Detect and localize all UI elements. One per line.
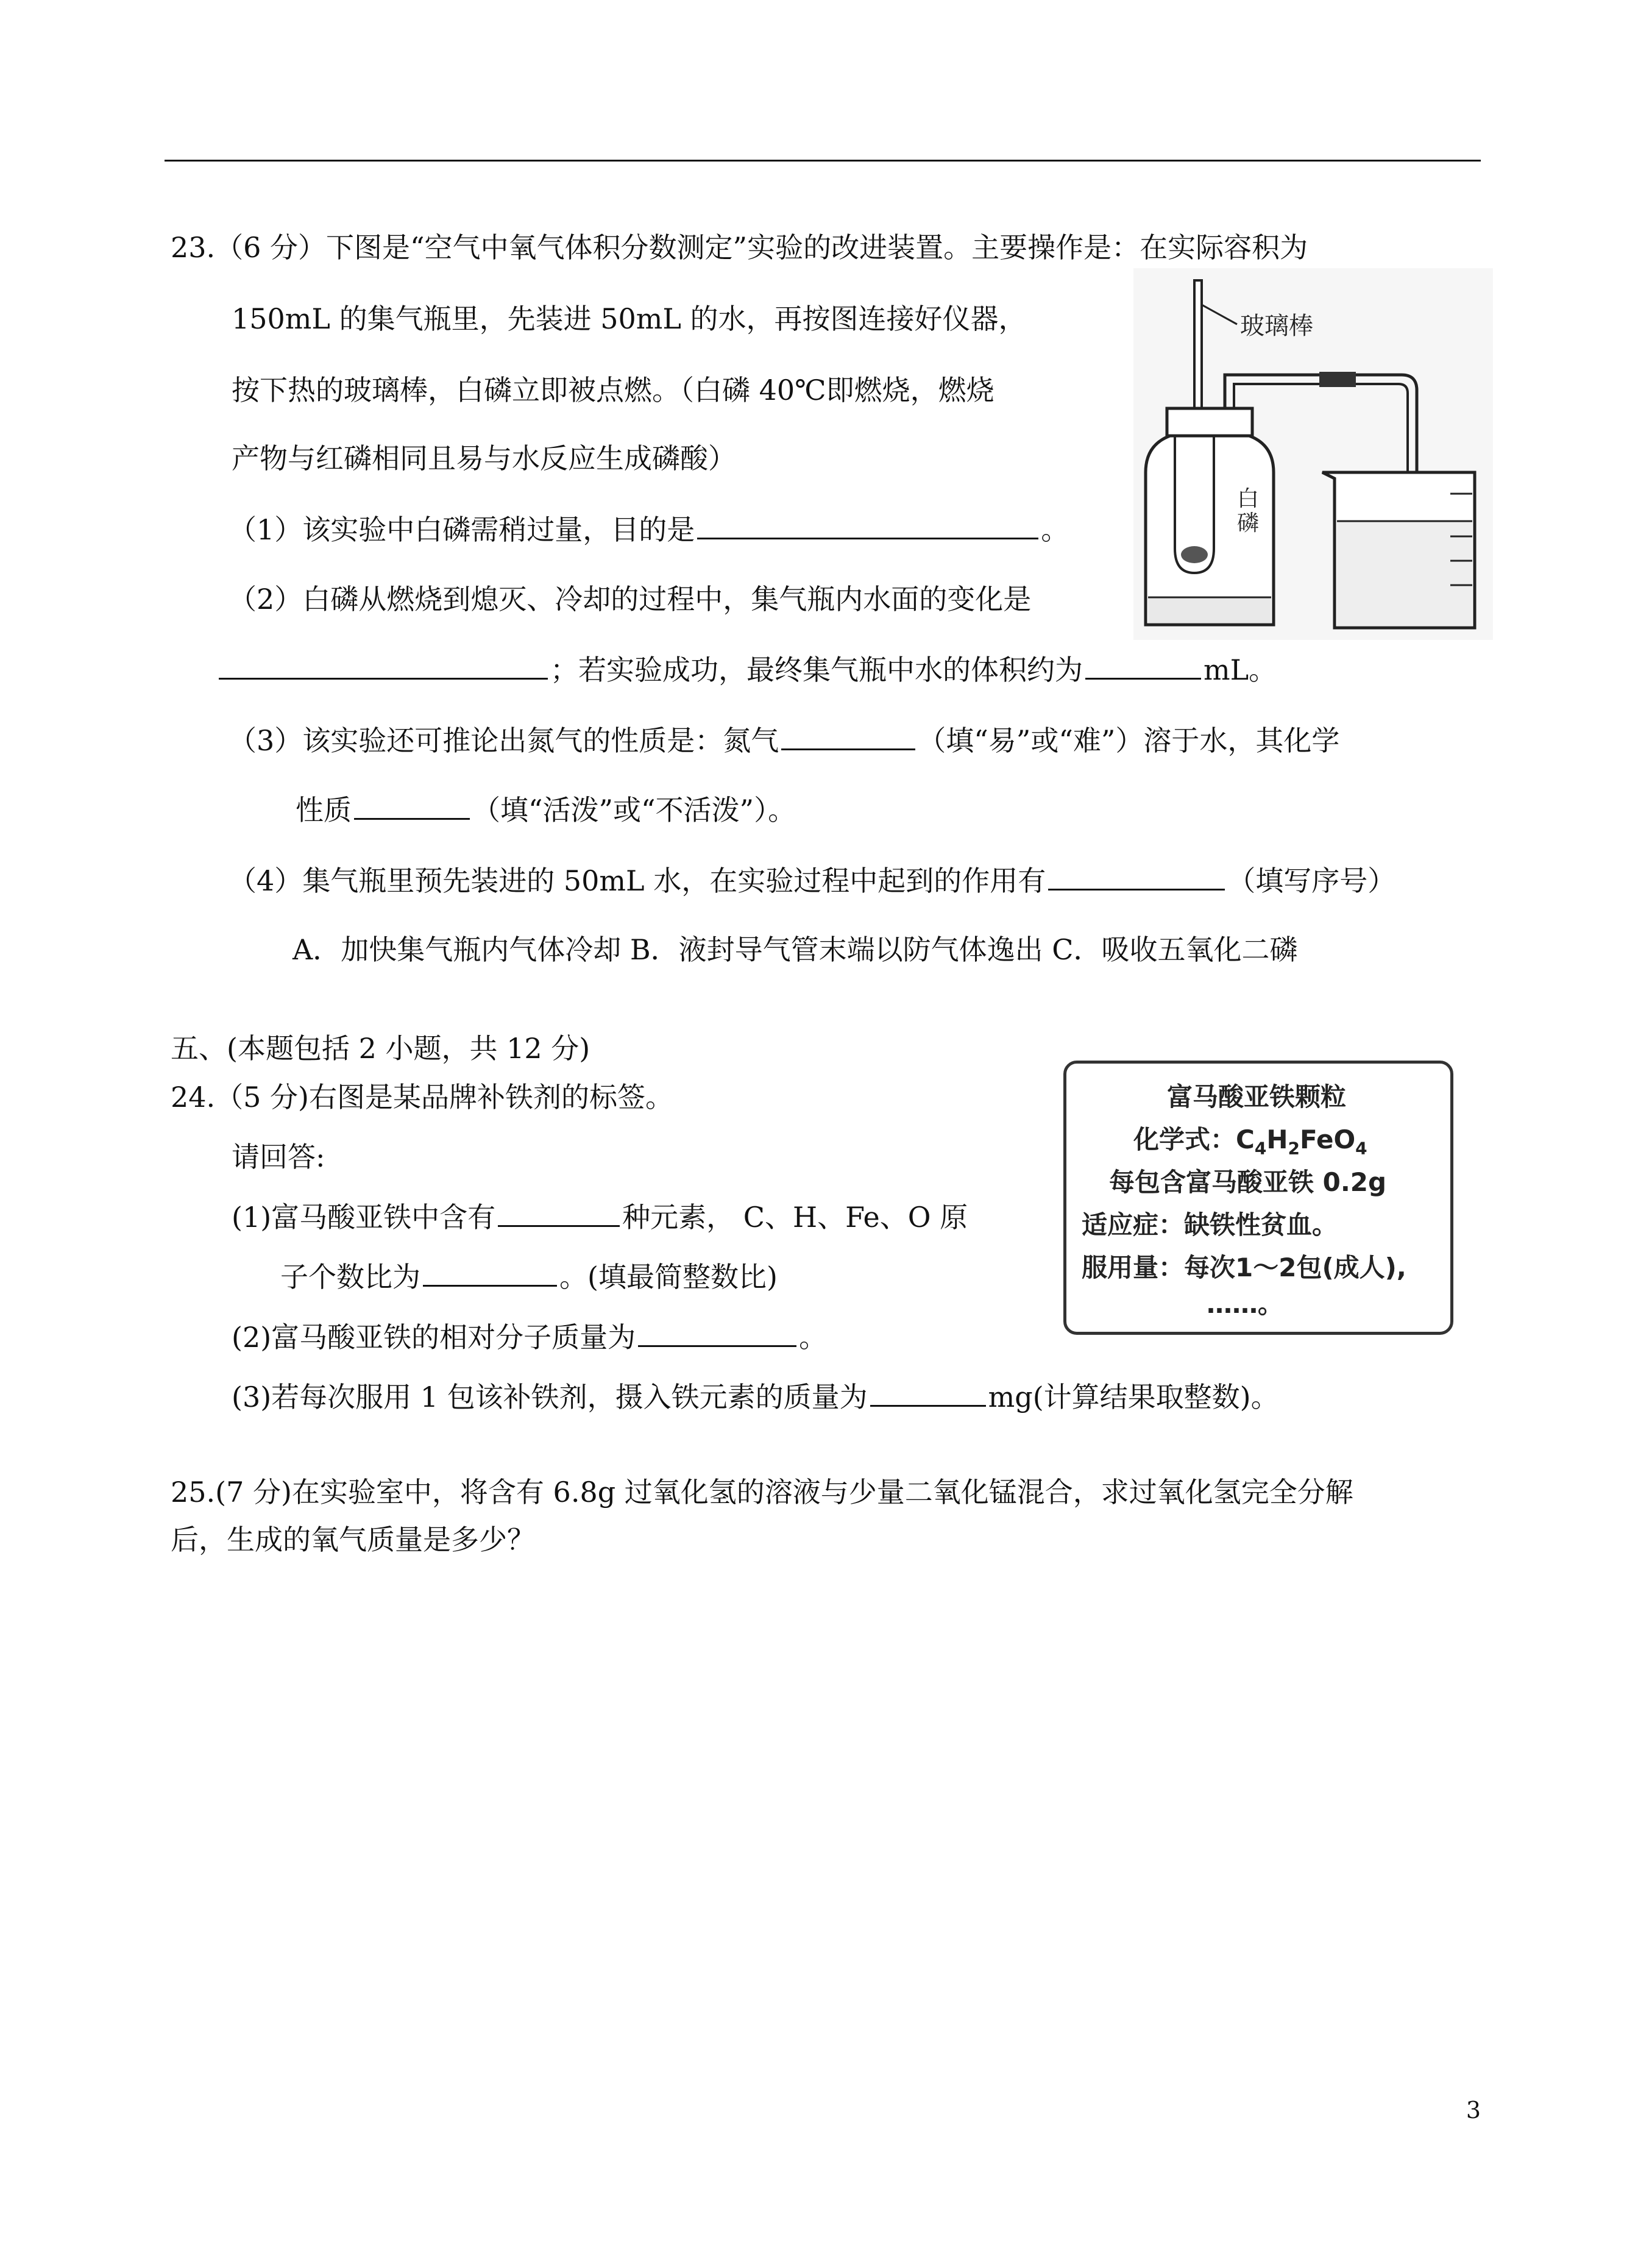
q24-part1-text: (1)富马酸亚铁中含有 (232, 1201, 496, 1234)
answer-blank[interactable] (354, 792, 470, 820)
q23-line4: 产物与红磷相同且易与水反应生成磷酸） (232, 442, 736, 475)
q23-part1-end: 。 (1041, 513, 1069, 546)
q23-part3-prop: 性质 (296, 794, 352, 827)
q24-part1-hint: 。(填最简整数比) (559, 1260, 778, 1293)
q23-line1: 23.（6 分）下图是“空气中氧气体积分数测定”实验的改进装置。主要操作是：在实际容积为 (171, 231, 1308, 264)
q23-part3-line1 (229, 723, 1339, 758)
formula-sub-2: 2 (1288, 1138, 1300, 1159)
q24-part2 (232, 1320, 827, 1354)
label-indication: 适应症：缺铁性贫血。 (1082, 1210, 1338, 1240)
q23-part3-hint2: （填“活泼”或“不活泼”）。 (472, 794, 796, 827)
answer-blank[interactable] (870, 1379, 986, 1407)
label-ellipsis: ……。 (1207, 1289, 1284, 1319)
q25-line2: 后，生成的氧气质量是多少？ (171, 1523, 535, 1556)
label-formula-prefix: 化学式： (1133, 1125, 1236, 1154)
q23-part4 (229, 863, 1395, 898)
q24-part1-line1 (232, 1200, 968, 1234)
formula-sub-4: 4 (1254, 1138, 1267, 1159)
page-number: 3 (1466, 2097, 1481, 2124)
rod-label: 玻璃棒 (1240, 312, 1313, 340)
q24-part3 (232, 1379, 1279, 1414)
formula-feo: FeO (1299, 1125, 1356, 1154)
q24-part3-unit: mg(计算结果取整数)。 (988, 1381, 1279, 1413)
tube-connector (1319, 372, 1356, 387)
bottle-water (1148, 597, 1271, 623)
formula-c: C (1236, 1125, 1255, 1154)
section-5-heading: 五、(本题包括 2 小题，共 12 分) (171, 1032, 590, 1065)
answer-blank[interactable] (638, 1320, 796, 1347)
phosphorus-label-1: 白 (1237, 486, 1260, 511)
q24-part2-text: (2)富马酸亚铁的相对分子质量为 (232, 1321, 636, 1354)
supplement-label (1063, 1061, 1453, 1335)
q23-part1-text: （1）该实验中白磷需稍过量，目的是 (229, 513, 695, 546)
q23-part2-unit: mL。 (1204, 653, 1277, 686)
rubber-stopper (1167, 408, 1252, 436)
label-formula (1133, 1125, 1367, 1164)
q24-part2-end: 。 (799, 1321, 828, 1354)
apparatus-figure (1133, 268, 1493, 640)
q23-part4-hint: （填写序号） (1227, 864, 1396, 897)
answer-blank[interactable] (1085, 652, 1201, 680)
q23-part2-text: ；若实验成功，最终集气瓶中水的体积约为 (550, 653, 1083, 686)
formula-h: H (1266, 1125, 1288, 1154)
label-title: 富马酸亚铁颗粒 (1167, 1082, 1347, 1112)
q23-part2-line2 (216, 652, 1277, 687)
answer-blank[interactable] (219, 652, 548, 680)
q24-part1-line2 (280, 1259, 778, 1294)
q24-line2: 请回答: (232, 1140, 325, 1173)
q23-part1 (229, 512, 1069, 547)
q23-part3-line2 (296, 792, 796, 827)
formula-sub-4b: 4 (1355, 1138, 1367, 1159)
q25-line1: 25.(7 分)在实验室中，将含有 6.8g 过氧化氢的溶液与少量二氧化锰混合，求过氧化氢完全分解 (171, 1476, 1353, 1509)
answer-blank[interactable] (498, 1200, 620, 1227)
q24-part1-text2: 种元素， C、H、Fe、O 原 (622, 1201, 968, 1234)
answer-blank[interactable] (697, 512, 1038, 539)
q23-part3-hint: （填“易”或“难”）溶于水，其化学 (918, 724, 1340, 757)
answer-blank[interactable] (423, 1259, 557, 1287)
phosphorus-label-2: 磷 (1237, 511, 1260, 536)
q23-part3-text: （3）该实验还可推论出氮气的性质是：氮气 (229, 724, 779, 757)
label-content: 每包含富马酸亚铁 0.2g (1109, 1167, 1387, 1197)
label-dosage: 服用量：每次1～2包(成人), (1082, 1253, 1406, 1282)
q23-part2-line1: （2）白磷从燃烧到熄灭、冷却的过程中，集气瓶内水面的变化是 (229, 583, 1032, 616)
q24-part3-text: (3)若每次服用 1 包该补铁剂，摄入铁元素的质量为 (232, 1381, 868, 1413)
q24-part1-ratio: 子个数比为 (280, 1260, 420, 1293)
white-phosphorus (1181, 546, 1208, 563)
q23-options: A．加快集气瓶内气体冷却 B．液封导气管末端以防气体逸出 C．吸收五氧化二磷 (292, 933, 1298, 966)
q23-part4-text: （4）集气瓶里预先装进的 50mL 水，在实验过程中起到的作用有 (229, 864, 1046, 897)
q24-line1: 24.（5 分)右图是某品牌补铁剂的标签。 (171, 1081, 673, 1114)
header-rule (165, 160, 1481, 162)
answer-blank[interactable] (1048, 863, 1225, 890)
q23-line2: 150mL 的集气瓶里，先装进 50mL 的水，再按图连接好仪器， (232, 302, 1027, 335)
q23-line3: 按下热的玻璃棒，白磷立即被点燃。（白磷 40℃即燃烧，燃烧 (232, 374, 994, 407)
answer-blank[interactable] (781, 723, 915, 750)
